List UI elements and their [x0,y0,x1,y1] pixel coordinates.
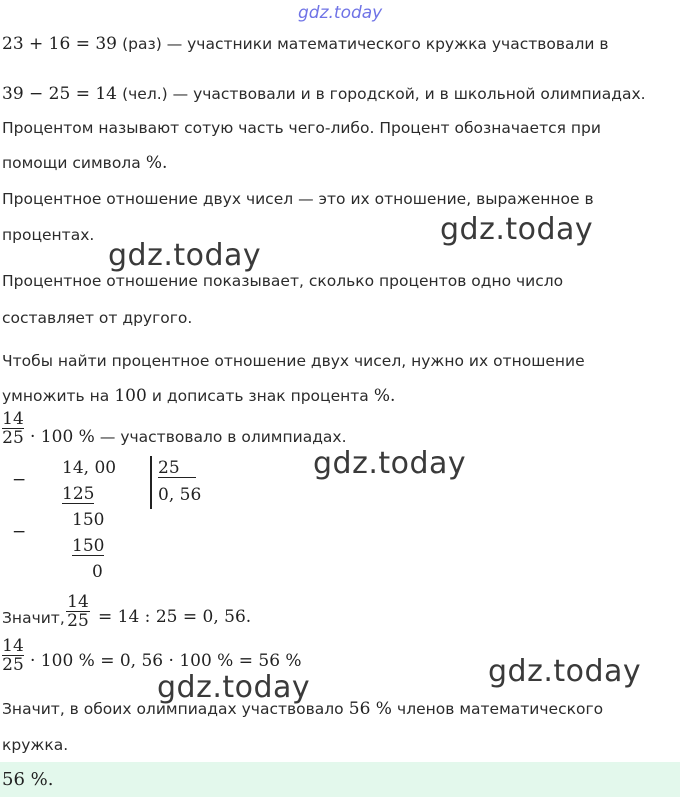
para-1-line-2-text: помощи символа [2,154,141,172]
para-4-text-a: умножить на [2,387,110,405]
percent-symbol: %. [145,153,168,173]
conclusion-1-label: Значит, [2,609,65,627]
division-sub-2 [72,536,104,556]
para-4-line-1: Чтобы найти процентное отношение двух чисел, нужно их отношение [2,352,585,370]
conclusion-2-text-b: членов математического [397,700,604,718]
line-1-math: 23 + 16 = 39 [2,34,117,54]
line-1-text: (раз) — участники математического кружка участвовали в [122,35,609,53]
para-3-line-1: Процентное отношение показывает, сколько процентов одно число [2,272,564,290]
line-1 [2,34,609,54]
answer-box [0,762,680,797]
division-bracket [150,456,152,509]
division-minus-2: − [12,522,27,542]
conclusion-1-math: = 14 : 25 = 0, 56. [98,607,252,627]
para-3-line-2: составляет от другого. [2,309,193,327]
para-4-line-2 [2,386,395,406]
para-2-line-1: Процентное отношение двух чисел — это их отношение, выраженное в [2,190,594,208]
fraction-2-num: 14 [67,592,89,612]
division-minus-1: − [12,470,27,490]
division-dividend: 14, 00 [62,458,117,478]
para-1-line-2 [2,153,167,173]
answer-value: 56 %. [2,769,54,790]
fraction-1-den: 25 [2,428,24,448]
conclusion-2-text-a: Значит, в обоих олимпиадах участвовало [2,700,344,718]
watermark-4: gdz.today [488,654,642,689]
line-2 [2,84,646,104]
division-rem-2: 0 [92,562,103,582]
division-divisor [158,458,196,478]
para-4-symbol: %. [373,386,396,406]
watermark-3: gdz.today [313,446,467,481]
fraction-1 [2,410,24,447]
fraction-3-den: 25 [2,655,24,675]
expr-1 [30,427,347,447]
watermark-2: gdz.today [108,238,262,273]
watermark-5: gdz.today [157,670,311,705]
division-quotient: 0, 56 [158,485,202,505]
watermark-1: gdz.today [440,212,594,247]
para-2-line-2: процентах. [2,226,95,244]
division-divisor-value: 25 [158,459,196,478]
division-sub-2-value: 150 [72,536,105,556]
division-sub-1 [62,484,94,504]
expr-1-text: — участвовало в олимпиадах. [99,428,347,446]
para-4-text-b: и дописать знак процента [151,387,369,405]
division-sub-1-value: 125 [62,484,95,504]
expr-2-math: · 100 % = 0, 56 · 100 % = 56 % [30,651,302,671]
expr-1-math: · 100 % [30,427,95,447]
fraction-2 [66,593,90,630]
division-rem-1: 150 [72,510,105,530]
para-1-line-1: Процентом называют сотую часть чего-либо. Процент обозначается при [2,119,601,137]
fraction-3-num: 14 [2,636,24,656]
line-2-text: (чел.) — участвовали и в городской, и в школьной олимпиадах. [122,85,646,103]
para-4-number: 100 [114,386,147,406]
conclusion-2-number: 56 % [348,699,392,719]
line-2-math: 39 − 25 = 14 [2,84,117,104]
top-watermark: gdz.today [298,3,383,23]
conclusion-2-line-2: кружка. [2,736,69,754]
fraction-3 [2,637,24,674]
fraction-1-num: 14 [2,409,24,429]
fraction-2-den: 25 [67,611,89,631]
